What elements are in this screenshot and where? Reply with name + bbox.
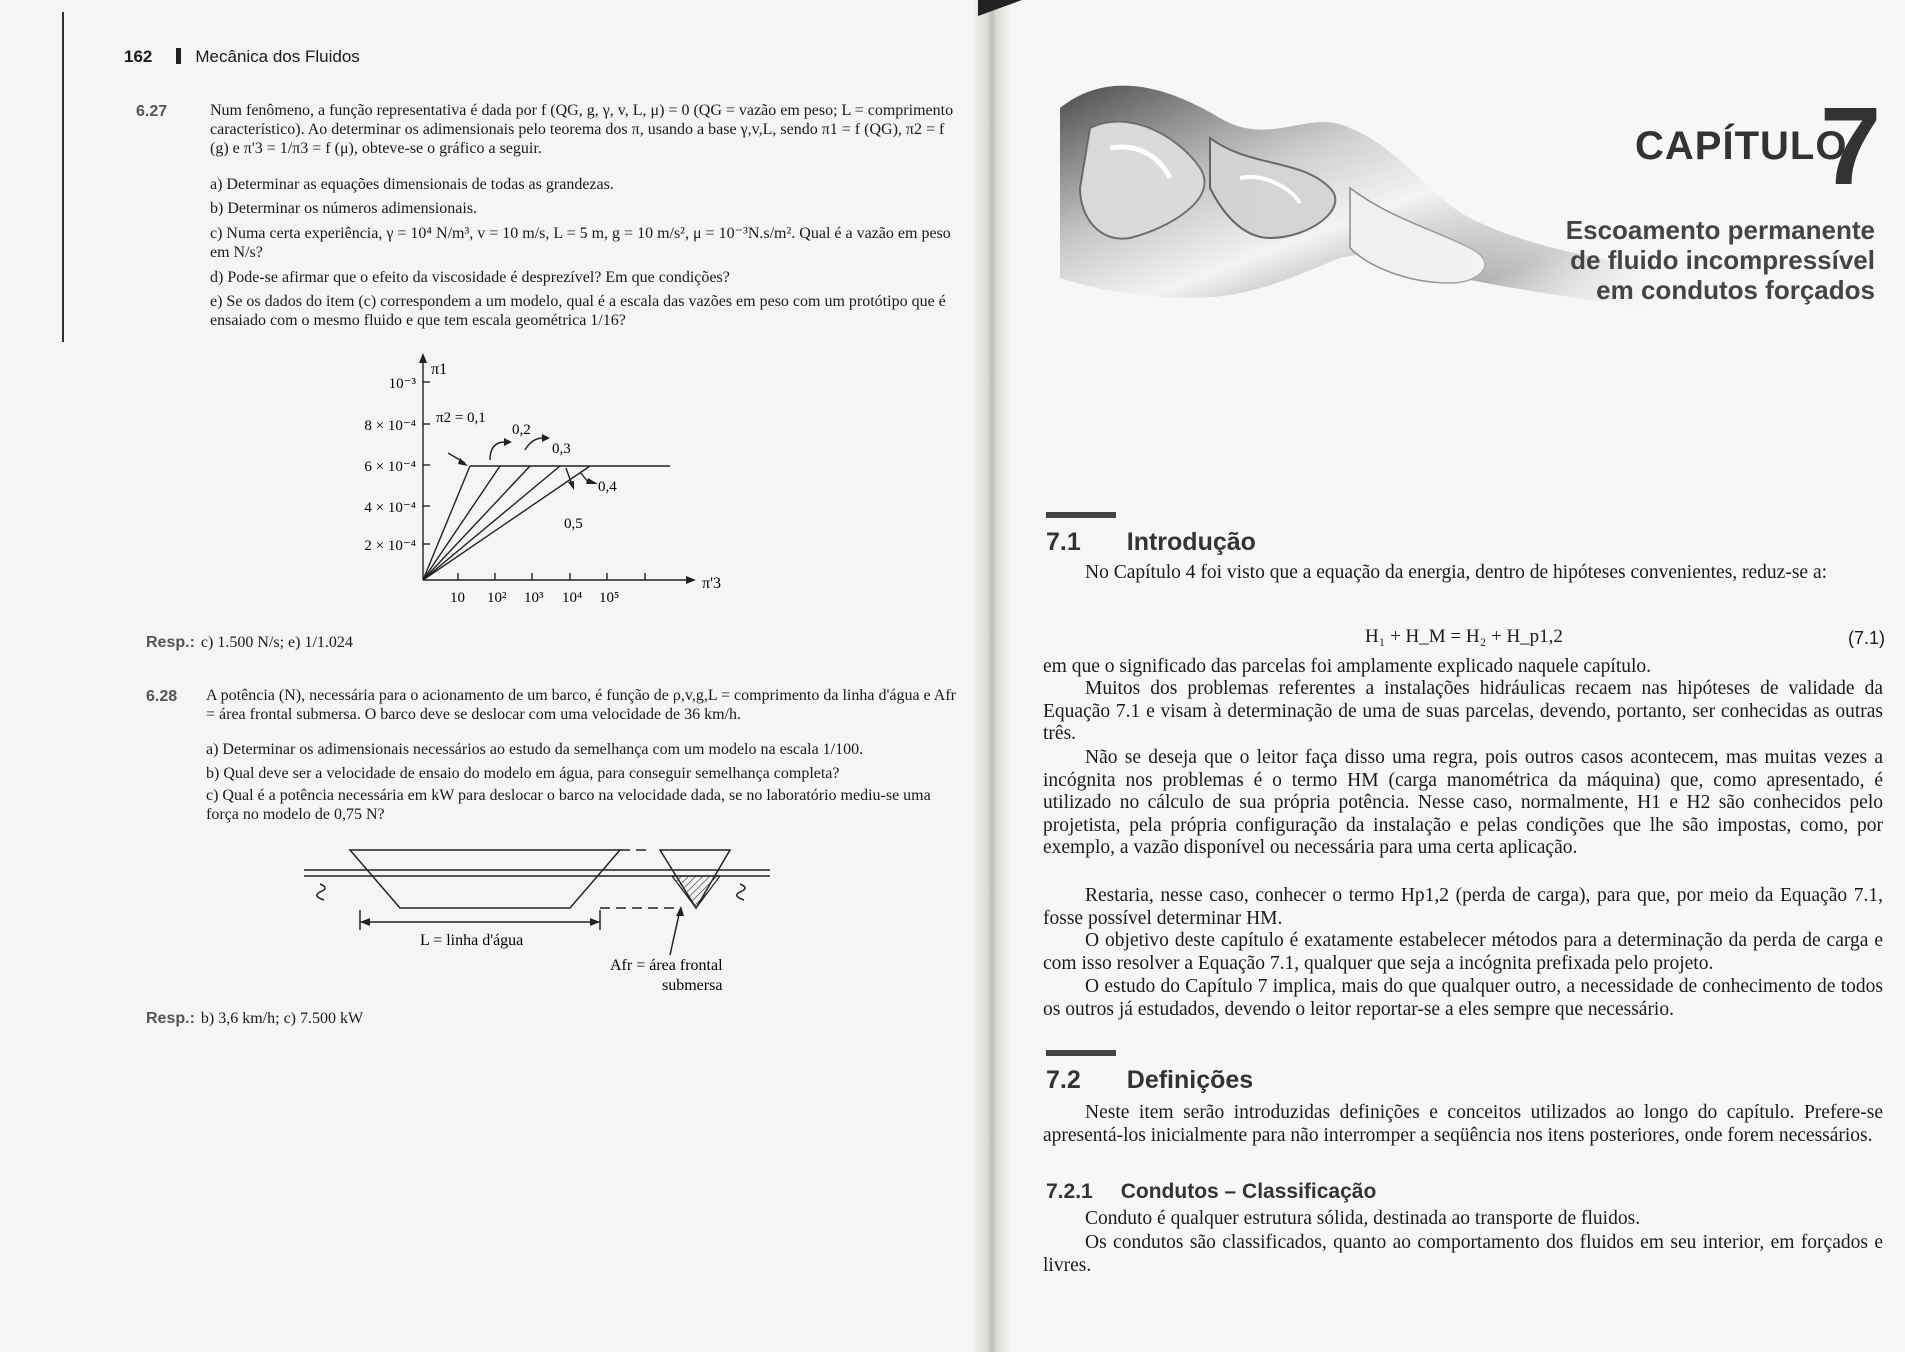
problem-number-6-27: 6.27 xyxy=(136,103,168,120)
section-7-2-1-title: Condutos – Classificação xyxy=(1120,1180,1377,1203)
section-7-1-number: 7.1 xyxy=(1046,528,1081,556)
section-7-1-heading xyxy=(1046,528,1256,557)
problem-6-27-a: a) Determinar as equações dimensionais de todas as grandezas. xyxy=(210,176,614,193)
curve-label-0-2: 0,2 xyxy=(512,422,531,438)
running-head-title: Mecânica dos Fluidos xyxy=(195,47,360,66)
problem-6-27-d: d) Pode-se afirmar que o efeito da viscosidade é desprezível? Em que condições? xyxy=(210,269,730,286)
resp-6-28-text: b) 3,6 km/h; c) 7.500 kW xyxy=(200,1010,364,1027)
problem-6-27-e: e) Se os dados do item (c) correspondem a um modelo, qual é a escala das vazões em peso com um protótipo que é ensaiado com o mesmo fluido e que tem escala geométrica 1/16? xyxy=(210,293,946,329)
y-tick-5: 2 × 10⁻⁴ xyxy=(364,538,416,554)
resp-6-28 xyxy=(146,1010,363,1028)
chapter-title-line-2: de fluido incompressível xyxy=(1570,245,1875,275)
s721-paragraph-1: Conduto é qualquer estrutura sólida, destinada ao transporte de fluidos. xyxy=(1085,1208,1641,1229)
boat-length-label: L = linha d'água xyxy=(420,932,524,949)
y-tick-2: 8 × 10⁻⁴ xyxy=(364,418,416,434)
margin-line xyxy=(62,12,64,342)
y-tick-1: 10⁻³ xyxy=(388,376,416,392)
y-tick-3: 6 × 10⁻⁴ xyxy=(364,459,416,475)
page-corner-shadow xyxy=(978,0,1022,16)
curve-0-3 xyxy=(423,466,530,580)
section-7-2-number: 7.2 xyxy=(1046,1066,1081,1094)
x-tick-5: 10⁵ xyxy=(599,590,620,606)
boat-figure xyxy=(300,840,780,1010)
header-bar xyxy=(176,48,181,64)
equation-7-1: H₁ + H_M = H₂ + H_p1,2 xyxy=(1365,626,1563,647)
section-bar xyxy=(1046,512,1116,518)
problem-6-28-c: c) Qual é a potência necessária em kW para deslocar o barco na velocidade dada, se no laboratório mediu-se uma força no modelo de 0,75 N? xyxy=(206,787,931,823)
s72-paragraph-1: Neste item serão introduzidas definições e conceitos utilizados ao longo do capítulo. Prefere-se apresentá-los inicialmente para não interromper a seqüência nos itens posteriores, onde forem necessários. xyxy=(1043,1102,1883,1146)
x-tick-4: 10⁴ xyxy=(562,590,583,606)
page-number: 162 xyxy=(124,47,153,66)
section-7-2-1-number: 7.2.1 xyxy=(1046,1180,1093,1203)
chapter-title-line-3: em condutos forçados xyxy=(1596,275,1875,305)
problem-6-27-c: c) Numa certa experiência, γ = 10⁴ N/m³, v = 10 m/s, L = 5 m, g = 10 m/s², μ = 10⁻³N.s/m². Qual é a vazão em peso em N/s? xyxy=(210,225,951,261)
frontal-area-hatch xyxy=(672,876,720,908)
curve-label-0-4: 0,4 xyxy=(598,479,617,495)
curve-0-4 xyxy=(423,466,560,580)
curve-label-0-1: π2 = 0,1 xyxy=(436,410,486,426)
pi-chart xyxy=(340,350,740,615)
resp-label: Resp.: xyxy=(146,1010,195,1027)
curve-0-2 xyxy=(423,466,500,580)
curve-label-0-3: 0,3 xyxy=(552,441,571,457)
x-tick-1: 10 xyxy=(450,590,465,606)
problem-6-28-b: b) Qual deve ser a velocidade de ensaio do modelo em água, para conseguir semelhança completa? xyxy=(206,765,840,782)
curve-0-1 xyxy=(423,466,470,580)
chapter-title-line-1: Escoamento permanente xyxy=(1565,215,1875,245)
chapter-number: 7 xyxy=(1820,85,1882,208)
boat-side-hull xyxy=(350,850,620,908)
problem-number-6-28: 6.28 xyxy=(146,688,178,705)
s71-paragraph-6: O objetivo deste capítulo é exatamente estabelecer métodos para a determinação da perda de carga e com isso resolver a Equação 7.1, qualquer que seja a incógnita prefixada pelo projeto. xyxy=(1043,930,1883,974)
resp-label: Resp.: xyxy=(146,634,195,651)
problem-6-27-b: b) Determinar os números adimensionais. xyxy=(210,200,478,217)
y-axis-label: π1 xyxy=(431,361,448,378)
problem-6-28-intro: A potência (N), necessária para o acionamento de um barco, é função de ρ,v,g,L = comprimento da linha d'água e Afr = área frontal submersa. O barco deve se deslocar com uma velocidade de 36 km/h. xyxy=(206,687,956,723)
resp-6-27-text: c) 1.500 N/s; e) 1/1.024 xyxy=(200,634,353,651)
s71-paragraph-4: Não se deseja que o leitor faça disso uma regra, pois outros casos acontecem, mas muitas vezes a incógnita nos problemas é o termo HM (carga manométrica da máquina) que, como apresentado, é utilizado no cálculo de sua própria potência. Nesse caso, normalmente, H1 e H2 são conhecidos pelo projetista, pela própria configuração da instalação e pelas condições que lhe são impostas, como, por exemplo, a vazão disponível ou necessária para uma certa aplicação. xyxy=(1043,747,1883,858)
s71-paragraph-1: No Capítulo 4 foi visto que a equação da energia, dentro de hipóteses convenientes, reduz-se a: xyxy=(1085,562,1828,583)
x-tick-3: 10³ xyxy=(524,590,544,606)
s721-paragraph-2: Os condutos são classificados, quanto ao comportamento dos fluidos em seu interior, em forçados e livres. xyxy=(1043,1232,1883,1276)
boat-area-label-2: submersa xyxy=(662,977,723,994)
chapter-title xyxy=(1455,215,1875,305)
s71-paragraph-3: Muitos dos problemas referentes a instalações hidráulicas recaem nas hipóteses de validade da Equação 7.1 e visam à determinação de uma de suas parcelas, devendo, portanto, ser conhecidas as outras três. xyxy=(1043,678,1883,744)
chapter-word: CAPÍTULO xyxy=(1635,124,1848,168)
boat-area-label: Afr = área frontal xyxy=(610,957,723,974)
problem-6-28-a: a) Determinar os adimensionais necessários ao estudo da semelhança com um modelo na escala 1/100. xyxy=(206,741,864,758)
section-7-2-title: Definições xyxy=(1126,1066,1254,1094)
y-tick-4: 4 × 10⁻⁴ xyxy=(364,500,416,516)
s71-paragraph-5: Restaria, nesse caso, conhecer o termo Hp1,2 (perda de carga), para que, por meio da Equação 7.1, fosse possível determinar HM. xyxy=(1043,885,1883,929)
section-bar xyxy=(1046,1050,1116,1056)
section-7-2-1-heading xyxy=(1046,1180,1376,1204)
book-gutter xyxy=(972,0,1012,1352)
running-header xyxy=(124,47,360,67)
equation-number: (7.1) xyxy=(1848,628,1886,648)
x-tick-2: 10² xyxy=(487,590,507,606)
section-7-2-heading xyxy=(1046,1066,1253,1095)
s71-paragraph-7: O estudo do Capítulo 7 implica, mais do que qualquer outro, a necessidade de conhecimento de todos os outros já estudados, devendo o leitor reportar-se a eles sempre que necessário. xyxy=(1043,976,1883,1020)
s71-paragraph-2: em que o significado das parcelas foi amplamente explicado naquele capítulo. xyxy=(1043,656,1652,677)
section-7-1-title: Introdução xyxy=(1126,528,1256,556)
resp-6-27 xyxy=(146,634,353,652)
curve-label-0-5: 0,5 xyxy=(564,516,583,532)
x-axis-label: π'3 xyxy=(702,575,721,592)
problem-6-27-intro: Num fenômeno, a função representativa é dada por f (QG, g, γ, v, L, μ) = 0 (QG = vazão em peso; L = comprimento característico). Ao determinar os adimensionais pelo teorema dos π, usando a base γ,v,L, sendo π1 = f (QG), π2 = f (g) e π'3 = 1/π3 = f (μ), obteve-se o gráfico a seguir. xyxy=(210,102,954,157)
